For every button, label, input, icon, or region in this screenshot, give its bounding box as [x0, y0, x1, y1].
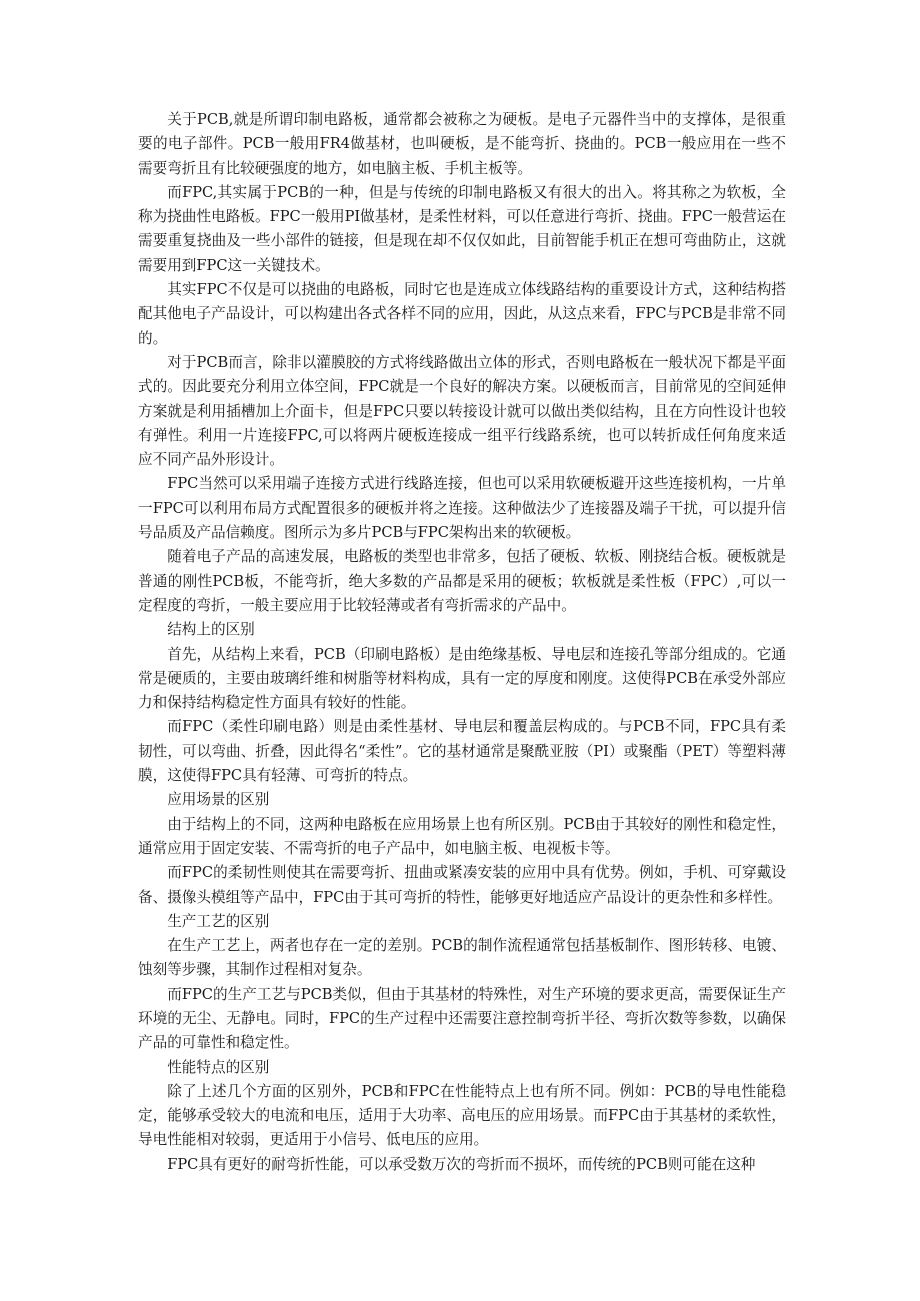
section-heading-performance: 性能特点的区别: [167, 1058, 270, 1076]
section-heading-application: 应用场景的区别: [167, 791, 270, 809]
paragraph: FPC具有更好的耐弯折性能，可以承受数万次的弯折而不损坏，而传统的PCB则可能在这种: [167, 1155, 756, 1173]
paragraph: 而FPC的柔韧性则使其在需要弯折、扭曲或紧凑安装的应用中具有优势。例如，手机、可穿戴设备、摄像头模组等产品中，FPC由于其可弯折的特性，能够更好地适应产品设计的更杂性和多样性。: [138, 864, 786, 906]
paragraph: 除了上述几个方面的区别外，PCB和FPC在性能特点上也有所不同。例如：PCB的导电性能稳定，能够承受较大的电流和电压，适用于大功率、高电压的应用场景。而FPC由于其基材的柔软性，导电性能相对较弱，更适用于小信号、低电压的应用。: [138, 1082, 786, 1149]
paragraph: 而FPC的生产工艺与PCB类似，但由于其基材的特殊性，对生产环境的要求更高，需要保证生产环境的无尘、无静电。同时，FPC的生产过程中还需要注意控制弯折半径、弯折次数等参数，以确保产品的可靠性和稳定性。: [138, 985, 786, 1052]
section-heading-production: 生产工艺的区别: [167, 912, 270, 930]
section-heading-structure: 结构上的区别: [167, 621, 255, 639]
paragraph: 随着电子产品的高速发展，电路板的类型也非常多，包括了硬板、软板、刚挠结合板。硬板就是普通的刚性PCB板，不能弯折，绝大多数的产品都是采用的硬板；软板就是柔性板（FPC）,可以一定程度的弯折，一般主要应用于比较轻薄或者有弯折需求的产品中。: [138, 548, 786, 614]
paragraph: 而FPC（柔性印刷电路）则是由柔性基材、导电层和覆盖层构成的。与PCB不同，FPC具有柔韧性，可以弯曲、折叠，因此得名“柔性”。它的基材通常是聚酰亚胺（PI）或聚酯（PET）等塑料薄膜，这使得FPC具有轻薄、可弯折的特点。: [138, 718, 786, 785]
paragraph: 对于PCB而言，除非以灌膜胶的方式将线路做出立体的形式，否则电路板在一般状况下都是平面式的。因此要充分利用立体空间，FPC就是一个良好的解决方案。以硬板而言，目前常见的空间延伸方案就是利用插槽加上介面卡，但是FPC只要以转接设计就可以做出类似结构，且在方向性设计也较有弹性。利用一片连接FPC,可以将两片硬板连接成一组平行线路系统，也可以转折成任何角度来适应不同产品外形设计。: [138, 353, 786, 469]
paragraph: 首先，从结构上来看，PCB（印刷电路板）是由绝缘基板、导电层和连接孔等部分组成的。它通常是硬质的，主要由玻璃纤维和树脂等材料构成，具有一定的厚度和刚度。这使得PCB在承受外部应力和保持结构稳定性方面具有较好的性能。: [138, 645, 786, 712]
paragraph: 关于PCB,就是所谓印制电路板，通常都会被称之为硬板。是电子元器件当中的支撑体，是很重要的电子部件。PCB一般用FR4做基材，也叫硬板，是不能弯折、挠曲的。PCB一般应用在一些不需要弯折且有比较硬强度的地方，如电脑主板、手机主板等。: [138, 111, 786, 177]
paragraph: 由于结构上的不同，这两种电路板在应用场景上也有所区别。PCB由于其较好的刚性和稳定性，通常应用于固定安装、不需弯折的电子产品中，如电脑主板、电视板卡等。: [138, 815, 786, 857]
paragraph: FPC当然可以采用端子连接方式进行线路连接，但也可以采用软硬板避开这些连接机构，一片单一FPC可以利用布局方式配置很多的硬板并将之连接。这种做法少了连接器及端子干扰，可以提升信号品质及产品信赖度。图所示为多片PCB与FPC架构出来的软硬板。: [138, 475, 786, 542]
paragraph: 其实FPC不仅是可以挠曲的电路板，同时它也是连成立体线路结构的重要设计方式，这种结构搭配其他电子产品设计，可以构建出各式各样不同的应用，因此，从这点来看，FPC与PCB是非常不同的。: [138, 281, 786, 347]
document-body: [138, 108, 786, 1177]
paragraph: 而FPC,其实属于PCB的一种，但是与传统的印制电路板又有很大的出入。将其称之为软板，全称为挠曲性电路板。FPC一般用PI做基材，是柔性材料，可以任意进行弯折、挠曲。FPC一般营运在需要重复挠曲及一些小部件的链接，但是现在却不仅仅如此，目前智能手机正在想可弯曲防止，这就需要用到FPC这一关键技术。: [138, 183, 786, 274]
paragraph: 在生产工艺上，两者也存在一定的差别。PCB的制作流程通常包括基板制作、图形转移、电镀、蚀刻等步骤，其制作过程相对复杂。: [138, 937, 786, 979]
